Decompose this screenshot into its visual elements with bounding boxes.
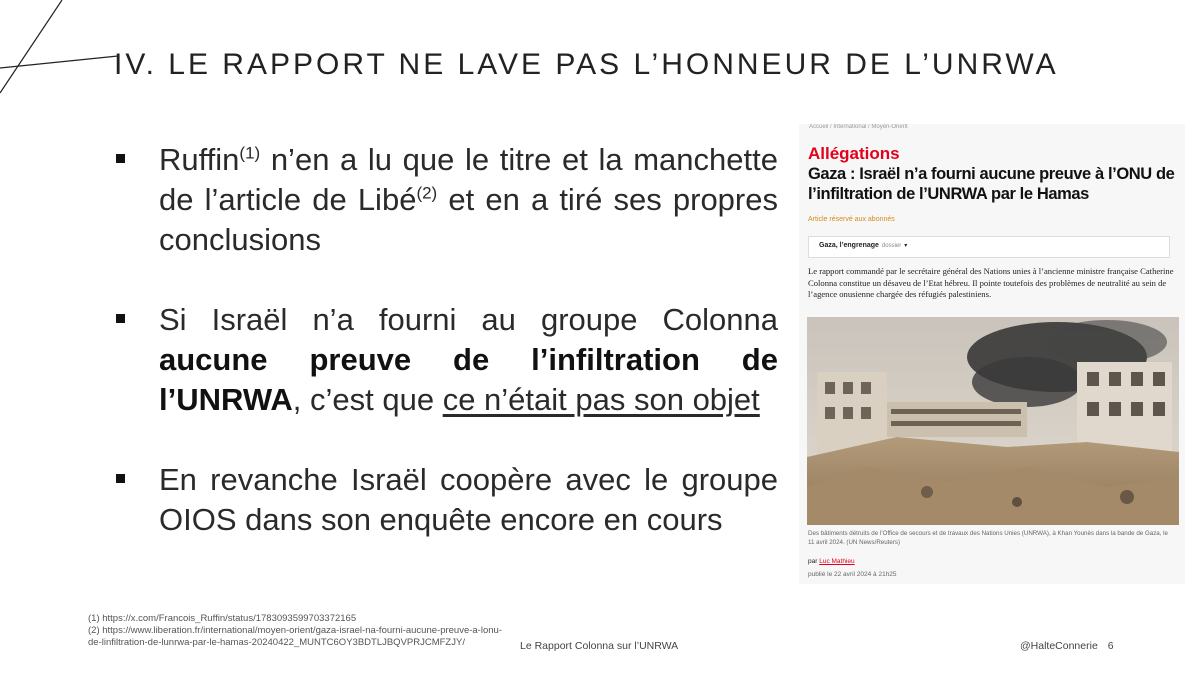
subscriber-notice: Article réservé aux abonnés (808, 216, 895, 223)
article-photo (807, 317, 1179, 525)
bullet-marker (116, 474, 125, 483)
footer-right (1020, 640, 1114, 652)
article-kicker: Allégations (808, 144, 900, 163)
article-lede: Le rapport commandé par le secrétaire général des Nations unies à l’ancienne ministre française Catherine Colonna constitue un désaveu de l’Etat hébreu. Il pointe toutefois des problèmes de neutralité au sein de l’agence onusienne chargée des réfugiés palestiniens. (808, 266, 1174, 299)
dossier-label: Gaza, l’engrenage (819, 242, 879, 249)
dossier-tag: dossier (881, 243, 902, 249)
bullet-list (116, 140, 778, 580)
underlined-text: ce n’était pas son objet (442, 382, 760, 417)
author-link[interactable]: Luc Mathieu (819, 558, 855, 565)
slide-title: IV. LE RAPPORT NE LAVE PAS L’HONNEUR DE L’UNRWA (114, 48, 1059, 81)
page-number: 6 (1107, 640, 1114, 652)
bullet-item (116, 460, 778, 540)
publish-date: publié le 22 avril 2024 à 21h25 (808, 571, 897, 578)
breadcrumb: Accueil / International / Moyen-Orient (809, 124, 908, 130)
footnote-1: (1) https://x.com/Francois_Ruffin/status/1783093599703372165 (88, 613, 357, 624)
footnote-2: (2) https://www.liberation.fr/international/moyen-orient/gaza-israel-na-fourni-aucune-preuve-a-lonu-de-linfiltration-de-lunrwa-par-le-hamas-20240422_MUNTC6OY3BDTLJBQVPRJCMFZJY/ (88, 625, 502, 648)
dossier-dropdown[interactable] (808, 236, 1170, 258)
bullet-text: Ruffin$^{(1)}$ n’en a lu que le titre et la manchette de l’article de Libé$^{(2)}$ et en a tiré ses propres conclusions (159, 142, 778, 257)
footnotes (88, 613, 508, 649)
article-screenshot (799, 124, 1185, 584)
bullet-marker (116, 154, 125, 163)
photo-caption: Des bâtiments détruits de l’Office de secours et de travaux des Nations Unies (UNRWA), à Khan Younès dans la bande de Gaza, le 11 avril 2024. (UN News/Reuters) (808, 530, 1168, 546)
emphasis-text: aucune preuve de l’infiltration de l’UNRWA (159, 342, 778, 417)
chevron-down-icon: ▾ (904, 243, 908, 249)
bullet-item (116, 300, 778, 420)
bullet-item (116, 140, 778, 260)
bullet-text: En revanche Israël coopère avec le groupe OIOS dans son enquête encore en cours (159, 462, 778, 537)
bullet-marker (116, 314, 125, 323)
footer-title: Le Rapport Colonna sur l’UNRWA (520, 640, 679, 652)
bullet-text: Si Israël n’a fourni au groupe Colonna aucune preuve de l’infiltration de l’UNRWA, c’est que ce n’était pas son objet (159, 302, 778, 417)
footer-handle: @HalteConnerie (1020, 640, 1098, 652)
article-headline: Gaza : Israël n’a fourni aucune preuve à l’ONU de l’infiltration de l’UNRWA par le Hamas (808, 165, 1175, 203)
article-byline: par Luc Mathieu (808, 558, 855, 565)
